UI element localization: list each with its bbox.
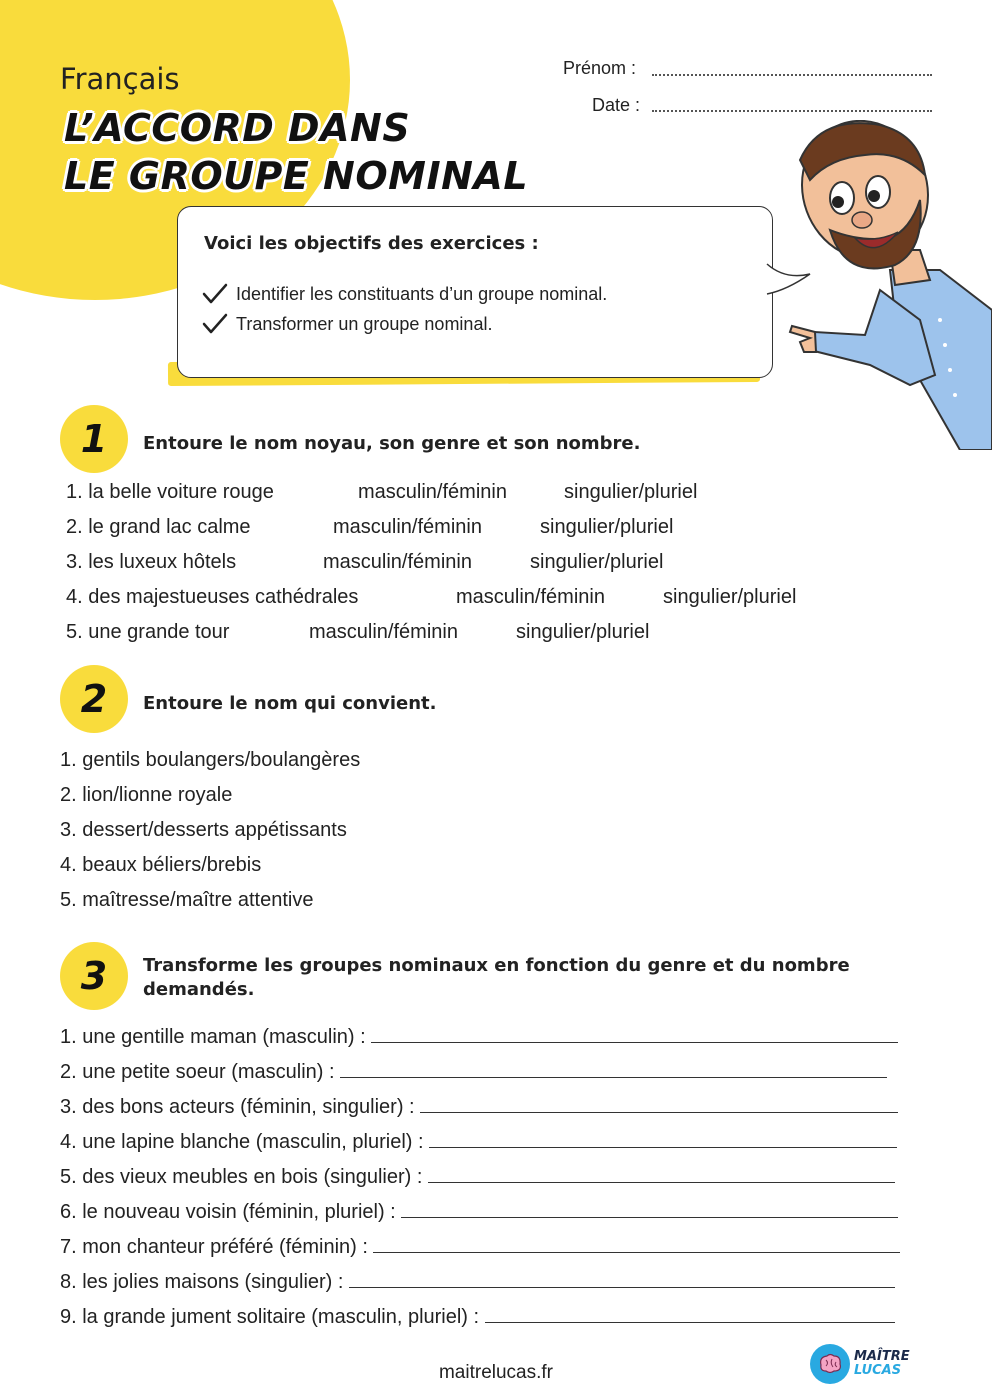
brand-logo xyxy=(810,1344,910,1384)
logo-line-2: LUCAS xyxy=(854,1363,902,1378)
checkmark-icon xyxy=(202,313,228,335)
exercise-3-item xyxy=(60,1026,898,1049)
exercise-3-item xyxy=(60,1131,897,1154)
exercise-1-item: 3. les luxeux hôtels xyxy=(66,551,237,573)
exercise-2-item[interactable]: 5. maîtresse/maître attentive xyxy=(60,889,314,911)
exercise-3-item xyxy=(60,1271,895,1294)
title-line-1: L’ACCORD DANS xyxy=(64,106,411,150)
exercise-3-prompt: 6. le nouveau voisin (féminin, pluriel) : xyxy=(60,1201,396,1223)
genre-choice[interactable]: masculin/féminin xyxy=(323,551,472,573)
date-input[interactable] xyxy=(652,110,932,112)
objectives-bubble xyxy=(177,206,773,378)
teacher-illustration xyxy=(770,120,992,450)
nombre-choice[interactable]: singulier/pluriel xyxy=(564,481,698,503)
exercise-3-item xyxy=(60,1096,898,1119)
answer-line[interactable] xyxy=(349,1273,895,1288)
prenom-field xyxy=(540,58,636,80)
exercise-3-prompt: 3. des bons acteurs (féminin, singulier) : xyxy=(60,1096,415,1118)
exercise-3-number: 3 xyxy=(60,942,128,1010)
objective-item xyxy=(202,313,492,335)
answer-line[interactable] xyxy=(429,1133,897,1148)
objective-item xyxy=(202,283,607,305)
prenom-label: Prénom : xyxy=(562,58,636,78)
exercise-3-instruction xyxy=(143,954,850,1002)
exercise-1-number: 1 xyxy=(60,405,128,473)
objective-text: Identifier les constituants d’un groupe nominal. xyxy=(236,283,608,304)
date-field xyxy=(540,95,640,117)
exercise-3-item xyxy=(60,1061,887,1084)
exercise-2-item[interactable]: 4. beaux béliers/brebis xyxy=(60,854,262,876)
exercise-3-prompt: 5. des vieux meubles en bois (singulier) : xyxy=(60,1166,423,1188)
checkmark-icon xyxy=(202,283,228,305)
exercise-3-item xyxy=(60,1236,900,1259)
exercise-3-prompt: 1. une gentille maman (masculin) : xyxy=(60,1026,366,1048)
prenom-input[interactable] xyxy=(652,74,932,76)
logo-line-1: MAÎTRE xyxy=(854,1349,910,1364)
nombre-choice[interactable]: singulier/pluriel xyxy=(530,551,664,573)
exercise-3-prompt: 8. les jolies maisons (singulier) : xyxy=(60,1271,344,1293)
exercise-3-item xyxy=(60,1306,895,1329)
date-label: Date : xyxy=(591,95,640,115)
genre-choice[interactable]: masculin/féminin xyxy=(358,481,507,503)
exercise-2-instruction: Entoure le nom qui convient. xyxy=(143,693,437,714)
exercise-2-item[interactable]: 2. lion/lionne royale xyxy=(60,784,233,806)
exercise-2-number: 2 xyxy=(60,665,128,733)
footer-website[interactable]: maitrelucas.fr xyxy=(438,1362,554,1383)
answer-line[interactable] xyxy=(401,1203,898,1218)
exercise-3-instruction-line-2: demandés. xyxy=(143,979,255,1000)
answer-line[interactable] xyxy=(428,1168,895,1183)
exercise-3-prompt: 4. une lapine blanche (masculin, pluriel) : xyxy=(60,1131,424,1153)
nombre-choice[interactable]: singulier/pluriel xyxy=(516,621,650,643)
answer-line[interactable] xyxy=(371,1028,898,1043)
worksheet-title xyxy=(64,104,528,200)
exercise-3-prompt: 9. la grande jument solitaire (masculin, pluriel) : xyxy=(60,1306,480,1328)
brain-icon xyxy=(810,1344,850,1384)
title-line-2: LE GROUPE NOMINAL xyxy=(64,154,529,198)
exercise-1-instruction: Entoure le nom noyau, son genre et son nombre. xyxy=(143,433,641,454)
exercise-3-item xyxy=(60,1201,898,1224)
exercise-1-item: 4. des majestueuses cathédrales xyxy=(66,586,359,608)
exercise-3-prompt: 2. une petite soeur (masculin) : xyxy=(60,1061,335,1083)
nombre-choice[interactable]: singulier/pluriel xyxy=(663,586,797,608)
exercise-2-item[interactable]: 3. dessert/desserts appétissants xyxy=(60,819,347,841)
exercise-1-item: 2. le grand lac calme xyxy=(66,516,251,538)
objective-text: Transformer un groupe nominal. xyxy=(236,313,493,334)
exercise-3-prompt: 7. mon chanteur préféré (féminin) : xyxy=(60,1236,368,1258)
exercise-1-item: 1. la belle voiture rouge xyxy=(66,481,274,503)
exercise-2-item[interactable]: 1. gentils boulangers/boulangères xyxy=(60,749,361,771)
answer-line[interactable] xyxy=(420,1098,898,1113)
nombre-choice[interactable]: singulier/pluriel xyxy=(540,516,674,538)
genre-choice[interactable]: masculin/féminin xyxy=(309,621,458,643)
objectives-heading: Voici les objectifs des exercices : xyxy=(204,233,539,254)
answer-line[interactable] xyxy=(485,1308,895,1323)
exercise-1-item: 5. une grande tour xyxy=(66,621,230,643)
genre-choice[interactable]: masculin/féminin xyxy=(456,586,605,608)
subject-label: Français xyxy=(60,62,180,96)
answer-line[interactable] xyxy=(373,1238,900,1253)
genre-choice[interactable]: masculin/féminin xyxy=(333,516,482,538)
exercise-3-instruction-line-1: Transforme les groupes nominaux en fonction du genre et du nombre xyxy=(143,955,850,976)
answer-line[interactable] xyxy=(340,1063,887,1078)
exercise-3-item xyxy=(60,1166,895,1189)
